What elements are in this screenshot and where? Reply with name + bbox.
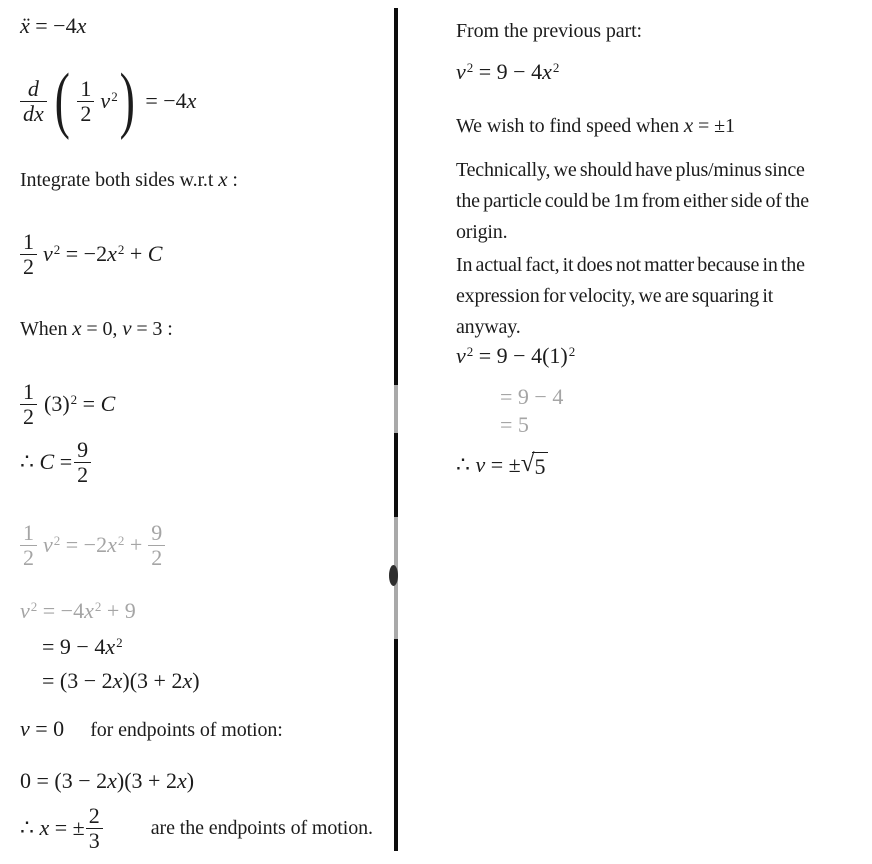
text-initial-conditions	[20, 316, 173, 341]
paragraph-line: anyway.	[456, 316, 521, 338]
equation-body	[44, 391, 115, 417]
variable-v: v	[456, 59, 466, 84]
variable-v: v	[456, 343, 466, 368]
variable-C: C	[100, 391, 116, 416]
variable-x: x	[218, 167, 228, 191]
equation-body	[43, 532, 142, 558]
denominator: 2	[20, 254, 37, 279]
right-paren: )	[119, 59, 135, 142]
text-find-speed	[456, 113, 735, 138]
fraction-nine-halves	[74, 438, 91, 487]
variable-x: x	[72, 316, 82, 340]
superscript: 2	[116, 635, 123, 650]
variable-v: v	[20, 598, 30, 623]
superscript: 2	[30, 599, 38, 614]
text-integrate-instruction	[20, 167, 238, 192]
eq-9-minus-4: = 9 − 4	[500, 384, 564, 409]
eq-final-velocity	[456, 452, 548, 479]
variable-v: v	[100, 88, 111, 113]
paragraph-line: expression for velocity, we are squaring it	[456, 285, 774, 307]
superscript: 2	[53, 533, 61, 548]
eq-9-minus-4x2	[42, 634, 123, 660]
superscript: 2	[70, 392, 78, 407]
superscript: 2	[568, 344, 576, 359]
eq-factored	[42, 668, 200, 694]
superscript: 2	[117, 533, 125, 548]
denominator: 2	[74, 462, 91, 487]
math-text: = 9 − 4	[473, 59, 543, 84]
math-text: = 9 − 4	[42, 634, 106, 659]
superscript: 2	[53, 242, 61, 257]
math-text: =	[54, 449, 73, 474]
eq-equals-5: = 5	[500, 412, 529, 437]
numerator: 1	[23, 519, 34, 545]
superscript: 2	[111, 89, 118, 104]
eq-zero-factored	[20, 768, 194, 794]
text-v-zero-endpoints	[20, 716, 283, 742]
eq-acceleration	[20, 13, 86, 39]
radicand: 5	[532, 452, 548, 479]
superscript: 2	[466, 344, 474, 359]
v-squared	[100, 88, 117, 114]
math-text: )	[192, 668, 200, 693]
numerator: d	[27, 75, 39, 101]
text-segment: = ±1	[693, 115, 735, 137]
variable-x: x	[176, 768, 187, 793]
math-text: )	[186, 768, 195, 793]
variable-x: x	[112, 668, 123, 693]
equation-v-zero	[20, 716, 64, 741]
math-text: = −2	[60, 241, 108, 266]
eq-solve-for-C	[20, 377, 115, 431]
fraction-one-half	[20, 380, 37, 429]
math-text: +	[124, 532, 143, 557]
eq-v2-substituted	[456, 343, 575, 369]
denominator: 2	[148, 545, 165, 570]
paragraph-technically	[456, 155, 809, 248]
text-segment: are the endpoints of motion.	[150, 816, 373, 839]
divider-watermark-blob	[389, 565, 398, 586]
numerator: 9	[77, 436, 89, 462]
divider-watermark-patch	[394, 385, 398, 433]
variable-x: x	[107, 241, 117, 266]
text-from-previous-part: From the previous part:	[456, 20, 643, 42]
denominator: 2	[77, 101, 94, 126]
paragraph-line: Technically, we should have plus/minus since	[456, 159, 805, 181]
variable-x: x	[105, 634, 116, 659]
math-text: =	[77, 391, 101, 416]
fraction-nine-halves	[148, 521, 165, 570]
text-segment: :	[227, 169, 238, 191]
variable-x: x	[107, 768, 117, 793]
variable-x: x	[542, 59, 552, 84]
text-segment: = 3 :	[131, 318, 173, 340]
superscript: 2	[466, 60, 474, 75]
variable-C: C	[147, 241, 163, 266]
math-text: = 9 − 4(1)	[473, 343, 568, 368]
eq-C-value	[20, 435, 97, 489]
radical-icon: √	[520, 450, 535, 477]
text-segment: for endpoints of motion:	[90, 719, 283, 741]
numerator: 1	[23, 378, 34, 404]
fraction-d-dx	[20, 77, 47, 126]
math-text: )(3 + 2	[116, 768, 177, 793]
math-text: = −2	[60, 532, 108, 557]
math-text: = (3 − 2	[42, 668, 113, 693]
variable-v: v	[43, 532, 53, 557]
denominator: 2	[20, 404, 37, 429]
variable-v: v	[43, 241, 53, 266]
math-text: = −4	[145, 88, 187, 113]
variable-x: x	[107, 532, 117, 557]
therefore-symbol: ∴	[456, 452, 476, 477]
numerator: 1	[80, 75, 92, 101]
eq-endpoints-result	[20, 801, 373, 855]
text-segment: Integrate both sides w.r.t	[20, 169, 219, 191]
numerator: 2	[88, 802, 100, 828]
math-text: 0 = (3 − 2	[20, 768, 108, 793]
superscript: 2	[117, 242, 125, 257]
therefore-symbol: ∴	[20, 449, 40, 474]
variable-xddot: ẍ	[20, 13, 30, 38]
equation-body	[20, 815, 85, 841]
text-segment: = 0,	[81, 318, 123, 340]
math-text: = −4	[37, 598, 85, 623]
eq-v2-previous	[456, 59, 559, 85]
variable-v: v	[122, 316, 132, 340]
math-text: )(3 + 2	[122, 668, 183, 693]
eq-energy-derivative	[20, 59, 197, 142]
eq-half-v2-integrated	[20, 227, 162, 281]
math-text: = 0	[29, 716, 65, 741]
math-text: = −4	[29, 13, 77, 38]
therefore-symbol: ∴	[20, 815, 40, 840]
equation-body	[43, 241, 162, 267]
math-text: (3)	[44, 391, 70, 416]
math-text: +	[124, 241, 148, 266]
denominator: 2	[20, 545, 37, 570]
superscript: 2	[552, 60, 560, 75]
numerator: 9	[151, 519, 163, 545]
variable-x: x	[84, 598, 94, 623]
variable-x: x	[182, 668, 193, 693]
paragraph-line: origin.	[456, 221, 508, 243]
variable-x: x	[39, 815, 50, 840]
math-text: + 9	[101, 598, 136, 623]
paragraph-line: the particle could be 1m from either side of the	[456, 190, 809, 212]
superscript: 2	[94, 599, 102, 614]
variable-v: v	[20, 716, 30, 741]
equation-body	[20, 449, 72, 475]
variable-x: x	[186, 88, 197, 113]
fraction-one-half	[77, 77, 94, 126]
square-root	[521, 452, 549, 479]
math-text: = ±	[49, 815, 85, 840]
text-segment: We wish to find speed when	[456, 115, 684, 137]
eq-half-v2-gray	[20, 517, 171, 573]
variable-x: x	[76, 13, 87, 38]
variable-x: x	[683, 113, 694, 137]
paragraph-line: In actual fact, it does not matter because in the	[456, 254, 805, 276]
numerator: 1	[23, 228, 34, 254]
denominator: dx	[20, 101, 47, 126]
math-text: = ±	[485, 452, 521, 477]
denominator: 3	[86, 828, 103, 853]
variable-C: C	[39, 449, 55, 474]
fraction-one-half	[20, 521, 37, 570]
eq-v2-gray	[20, 598, 136, 624]
left-paren: (	[54, 59, 70, 142]
paragraph-in-actual-fact	[456, 250, 805, 343]
text-segment: When	[20, 318, 73, 340]
variable-v: v	[475, 452, 486, 477]
equation-rhs	[145, 88, 196, 114]
fraction-one-half	[20, 230, 37, 279]
fraction-two-thirds	[86, 804, 103, 853]
